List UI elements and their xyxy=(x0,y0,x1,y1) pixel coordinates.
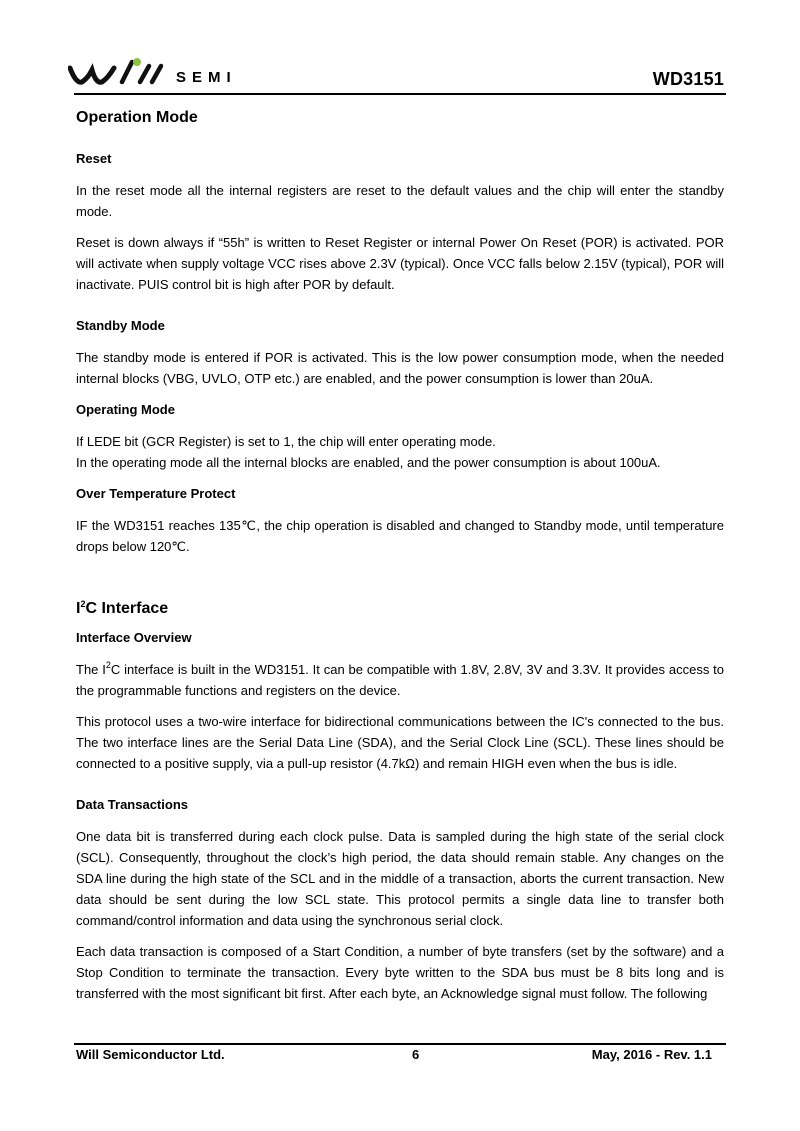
page-footer xyxy=(76,1047,724,1065)
paragraph: One data bit is transferred during each clock pulse. Data is sampled during the high state of the serial clock (SCL). Consequently, throughout the clock’s high period, the data should remain stable. Any changes on the SDA line during the high state of the SCL and in the middle of a transaction, aborts the current transaction. New data should be sent during the low SCL state. This protocol permits a single data line to transfer both command/control information and data using the synchronous serial clock. xyxy=(76,829,724,928)
paragraph: The $I^2C$ interface is built in the WD3151. It can be compatible with 1.8V, 2.8V, 3V and 3.3V. It provides access to the programmable functions and registers on the device. xyxy=(76,660,724,698)
footer-rule xyxy=(74,1043,726,1045)
heading-data-transactions: Data Transactions xyxy=(76,797,188,812)
logo-text: SEMI xyxy=(176,69,237,86)
paragraph: Each data transaction is composed of a Start Condition, a number of byte transfers (set by the software) and a Stop Condition to terminate the transaction. Every byte written to the SDA bus must be 8 bits long and is transferred with the most significant bit first. After each byte, an Acknowledge signal must follow. The following xyxy=(76,944,724,1001)
paragraph: In the operating mode all the internal blocks are enabled, and the power consumption is about 100uA. xyxy=(76,455,661,470)
page-content xyxy=(76,106,724,1004)
footer-revision: May, 2016 - Rev. 1.1 xyxy=(591,1047,712,1062)
document-id: WD3151 xyxy=(652,69,724,89)
header-rule xyxy=(74,93,726,95)
paragraph: The standby mode is entered if POR is activated. This is the low power consumption mode, when the needed internal blocks (VBG, UVLO, OTP etc.) are enabled, and the power consumption is lower than 20uA. xyxy=(76,350,724,386)
paragraph: If LEDE bit (GCR Register) is set to 1, the chip will enter operating mode. xyxy=(76,434,496,449)
heading-operating-mode: Operating Mode xyxy=(76,402,175,417)
paragraph: IF the WD3151 reaches 135℃, the chip operation is disabled and changed to Standby mode, until temperature drops below 120℃. xyxy=(76,518,724,554)
paragraph: Reset is down always if “55h” is written to Reset Register or internal Power On Reset (POR) is activated. POR will activate when supply voltage VCC rises above 2.3V (typical). Once VCC falls below 2.15V (typical), POR will inactivate. PUIS control bit is high after POR by default. xyxy=(76,235,724,292)
paragraph: In the reset mode all the internal registers are reset to the default values and the chip will enter the standby mode. xyxy=(76,183,724,219)
heading-over-temperature-protect: Over Temperature Protect xyxy=(76,486,236,501)
heading-reset: Reset xyxy=(76,151,112,166)
page-header xyxy=(68,50,726,94)
paragraph: This protocol uses a two-wire interface for bidirectional communications between the IC's connected to the bus. The two interface lines are the Serial Data Line (SDA), and the Serial Clock Line (SCL). These lines should be connected to a positive supply, via a pull-up resistor (4.7kΩ) and remain HIGH even when the bus is idle. xyxy=(76,714,724,771)
heading-standby-mode: Standby Mode xyxy=(76,318,165,333)
footer-company: Will Semiconductor Ltd. xyxy=(76,1047,225,1062)
section-title-operation-mode: Operation Mode xyxy=(76,109,198,126)
section-title-i2c-interface: $I^2C$ Interface xyxy=(76,599,169,617)
footer-page-number: 6 xyxy=(412,1047,420,1062)
heading-interface-overview: Interface Overview xyxy=(76,630,192,645)
